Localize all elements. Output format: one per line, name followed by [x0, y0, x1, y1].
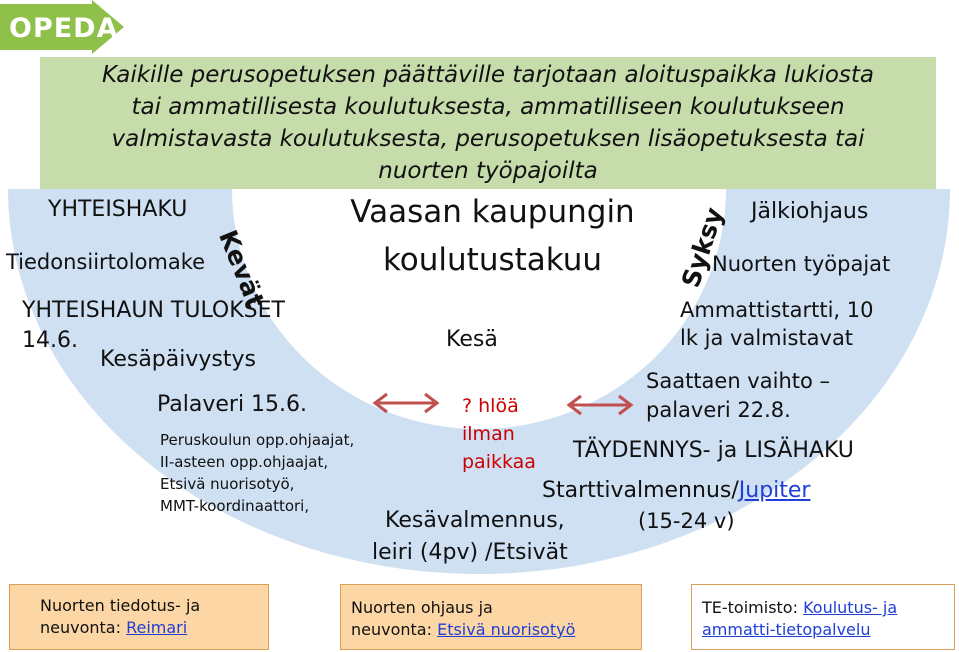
ammatti-tietopalvelu-link[interactable]: ammatti-tietopalvelu [702, 620, 871, 639]
hloa-line: ilman [462, 423, 515, 445]
hloa-ilman-paikkaa [462, 392, 536, 476]
box-line [351, 619, 641, 641]
saattaen-line: palaveri 22.8. [646, 398, 791, 422]
starttivalmennus-label: Starttivalmennus/ [542, 478, 739, 503]
box-line-prefix: neuvonta: [351, 620, 438, 639]
box-line [702, 597, 954, 619]
etsiva-nuorisotyo-link[interactable]: Etsivä nuorisotyö [437, 620, 576, 639]
ammattistartti-label [680, 296, 874, 352]
kevat-label: Kevät [213, 226, 271, 312]
double-arrow-icon [564, 392, 636, 418]
jalkiohjaus-label: Jälkiohjaus [751, 199, 869, 224]
nuorten-tyopajat-label: Nuorten työpajat [712, 252, 891, 276]
hloa-line: paikkaa [462, 451, 536, 473]
center-title-line: Vaasan kaupungin [350, 194, 635, 230]
saattaen-line: Saattaen vaihto – [646, 369, 831, 393]
box-line [40, 617, 268, 639]
participant-item: MMT-koordinaattori, [160, 497, 310, 515]
center-title-line: koulutustakuu [382, 242, 603, 278]
box-line [702, 619, 954, 641]
reimari-link[interactable]: Reimari [126, 618, 188, 637]
box-nuorten-ohjaus [340, 584, 642, 650]
kesavalmennus-leiri: leiri (4pv) /Etsivät [372, 540, 568, 565]
yhteishaku-label: YHTEISHAKU [48, 197, 188, 222]
box-te-toimisto [691, 584, 955, 650]
box-nuorten-tiedotus [9, 584, 269, 650]
koulutus-link[interactable]: Koulutus- ja [803, 598, 898, 617]
hloa-line: ? hlöä [462, 395, 519, 417]
participants-list [160, 429, 354, 517]
box-line: Nuorten tiedotus- ja [40, 596, 201, 615]
tiedonsiirtolomake-label: Tiedonsiirtolomake [6, 250, 206, 274]
kesapaivystys-label: Kesäpäivystys [100, 347, 256, 372]
box-line-prefix: TE-toimisto: [702, 598, 804, 617]
double-arrow-icon [370, 390, 442, 416]
tulokset-date: 14.6. [22, 328, 78, 353]
participant-item: Peruskoulun opp.ohjaajat, [160, 431, 355, 449]
box-line: Nuorten ohjaus ja [351, 598, 493, 617]
box-line-prefix: neuvonta: [40, 618, 127, 637]
center-title [340, 188, 645, 284]
palaveri-label: Palaveri 15.6. [157, 392, 308, 417]
intro-line: nuorten työpajoilta [378, 158, 598, 184]
age-range-label: (15-24 v) [638, 509, 735, 533]
tulokset-label: YHTEISHAUN TULOKSET [22, 298, 285, 323]
saattaen-vaihto-label [646, 367, 830, 425]
participant-item: II-asteen opp.ohjaajat, [160, 453, 329, 471]
taydennys-lisahaku-label: TÄYDENNYS- ja LISÄHAKU [573, 438, 854, 463]
ammattistartti-line: lk ja valmistavat [680, 326, 854, 350]
syksy-label: Syksy [676, 203, 729, 291]
intro-line: valmistavasta koulutuksesta, perusopetuksen lisäopetuksesta tai [111, 126, 865, 152]
intro-box [40, 57, 936, 189]
intro-line: tai ammatillisesta koulutuksesta, ammatilliseen koulutukseen [131, 94, 845, 120]
ammattistartti-line: Ammattistartti, 10 [680, 298, 874, 322]
kesavalmennus-label: Kesävalmennus, [385, 508, 565, 533]
logo-text: OPEDA [9, 13, 119, 44]
starttivalmennus-line [542, 478, 810, 503]
intro-line: Kaikille perusopetuksen päättäville tarjotaan aloituspaikka lukiosta [101, 62, 874, 88]
kesa-label: Kesä [446, 327, 498, 352]
jupiter-link[interactable]: Jupiter [738, 478, 811, 503]
participant-item: Etsivä nuorisotyö, [160, 475, 295, 493]
